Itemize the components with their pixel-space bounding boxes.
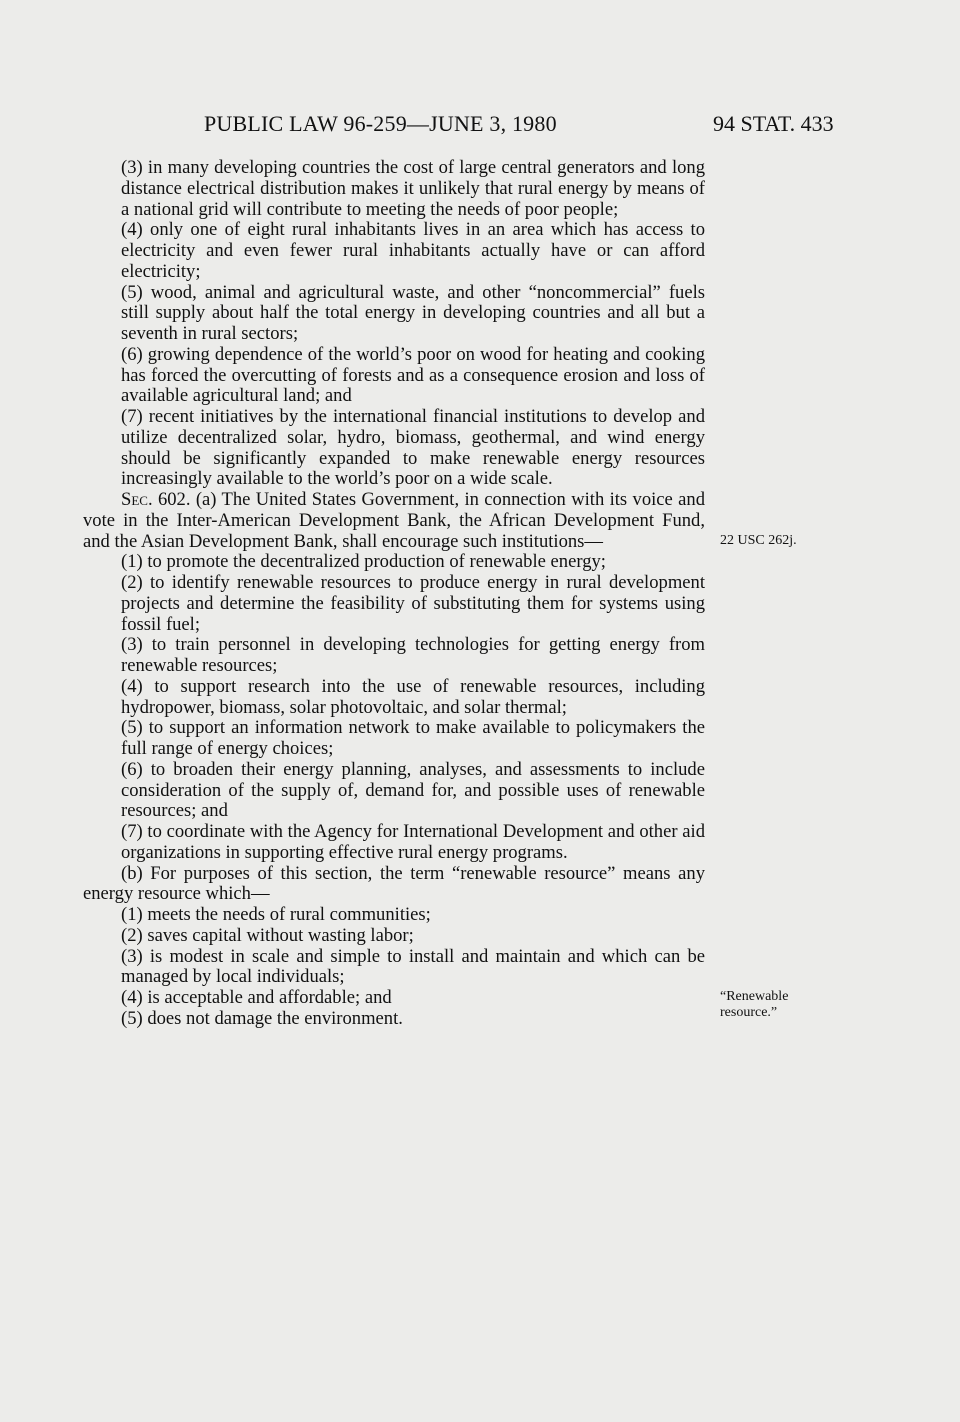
subsection-a-item: (7) to coordinate with the Agency for International Development and other aid organizations in supporting effective rural energy programs.: [121, 821, 705, 863]
subsection-b-item: (5) does not damage the environment.: [121, 1007, 403, 1029]
section-602-a-text: (a) The United States Government, in connection with its voice and vote in the Inter-American Development Bank, the African Development Fund, and the Asian Development Bank, shall encourage such institutions—: [83, 489, 705, 552]
subsection-b-item: (1) meets the needs of rural communities;: [121, 904, 431, 925]
subsection-a-item: (2) to identify renewable resources to produce energy in rural development projects and determine the feasibility of substituting them for systems using fossil fuel;: [121, 572, 705, 635]
subsection-a-item: (4) to support research into the use of renewable resources, including hydropower, biomass, solar photovoltaic, and solar thermal;: [121, 675, 705, 718]
subsection-a-item: (3) to train personnel in developing technologies for getting energy from renewable resources;: [121, 634, 705, 676]
page-header-title: PUBLIC LAW 96-259—JUNE 3, 1980: [204, 111, 557, 136]
finding-item-7: (7) recent initiatives by the international financial institutions to develop and utilize decentralized solar, hydro, biomass, geothermal, and wind energy should be significantly expanded to make renewable energy resources increasingly available to the world’s poor on a wide scale.: [121, 406, 705, 490]
subsection-b-intro: (b) For purposes of this section, the term “renewable resource” means any energy resource which—: [83, 862, 705, 905]
subsection-b-item: (3) is modest in scale and simple to install and maintain and which can be managed by local individuals;: [121, 945, 705, 988]
finding-item-6: (6) growing dependence of the world’s poor on wood for heating and cooking has forced the overcutting of forests and as a consequence erosion and loss of available agricultural land; and: [121, 343, 705, 407]
finding-item-4: (4) only one of eight rural inhabitants lives in an area which has access to electricity and even fewer rural inhabitants actually have or can afford electricity;: [121, 219, 705, 282]
finding-item-5: (5) wood, animal and agricultural waste, and other “noncommercial” fuels still supply about half the total energy in developing countries and all but a seventh in rural sectors;: [121, 281, 705, 344]
subsection-a-item: (5) to support an information network to make available to policymakers the full range of energy choices;: [121, 717, 705, 759]
margin-note-line: “Renewable: [720, 989, 789, 1004]
margin-note-renewable-resource: [720, 989, 788, 1021]
subsection-b-item: (4) is acceptable and affordable; and: [121, 987, 392, 1008]
subsection-b-item: (2) saves capital without wasting labor;: [121, 924, 414, 946]
subsection-a-item: (1) to promote the decentralized production of renewable energy;: [121, 551, 606, 573]
section-602-intro: [83, 490, 705, 552]
margin-note-usc: 22 USC 262j.: [720, 533, 797, 548]
margin-note-line: resource.”: [720, 1005, 778, 1020]
page-header-stat: 94 STAT. 433: [713, 111, 834, 136]
section-label: Sec. 602.: [121, 489, 191, 510]
finding-item-3: (3) in many developing countries the cost of large central generators and long distance electrical distribution makes it unlikely that rural energy by means of a national grid will contribute to meeting the needs of poor people;: [121, 157, 705, 220]
document-body: [83, 158, 705, 1030]
subsection-a-item: (6) to broaden their energy planning, analyses, and assessments to include consideration of the supply of, demand for, and possible uses of renewable resources; and: [121, 758, 705, 822]
